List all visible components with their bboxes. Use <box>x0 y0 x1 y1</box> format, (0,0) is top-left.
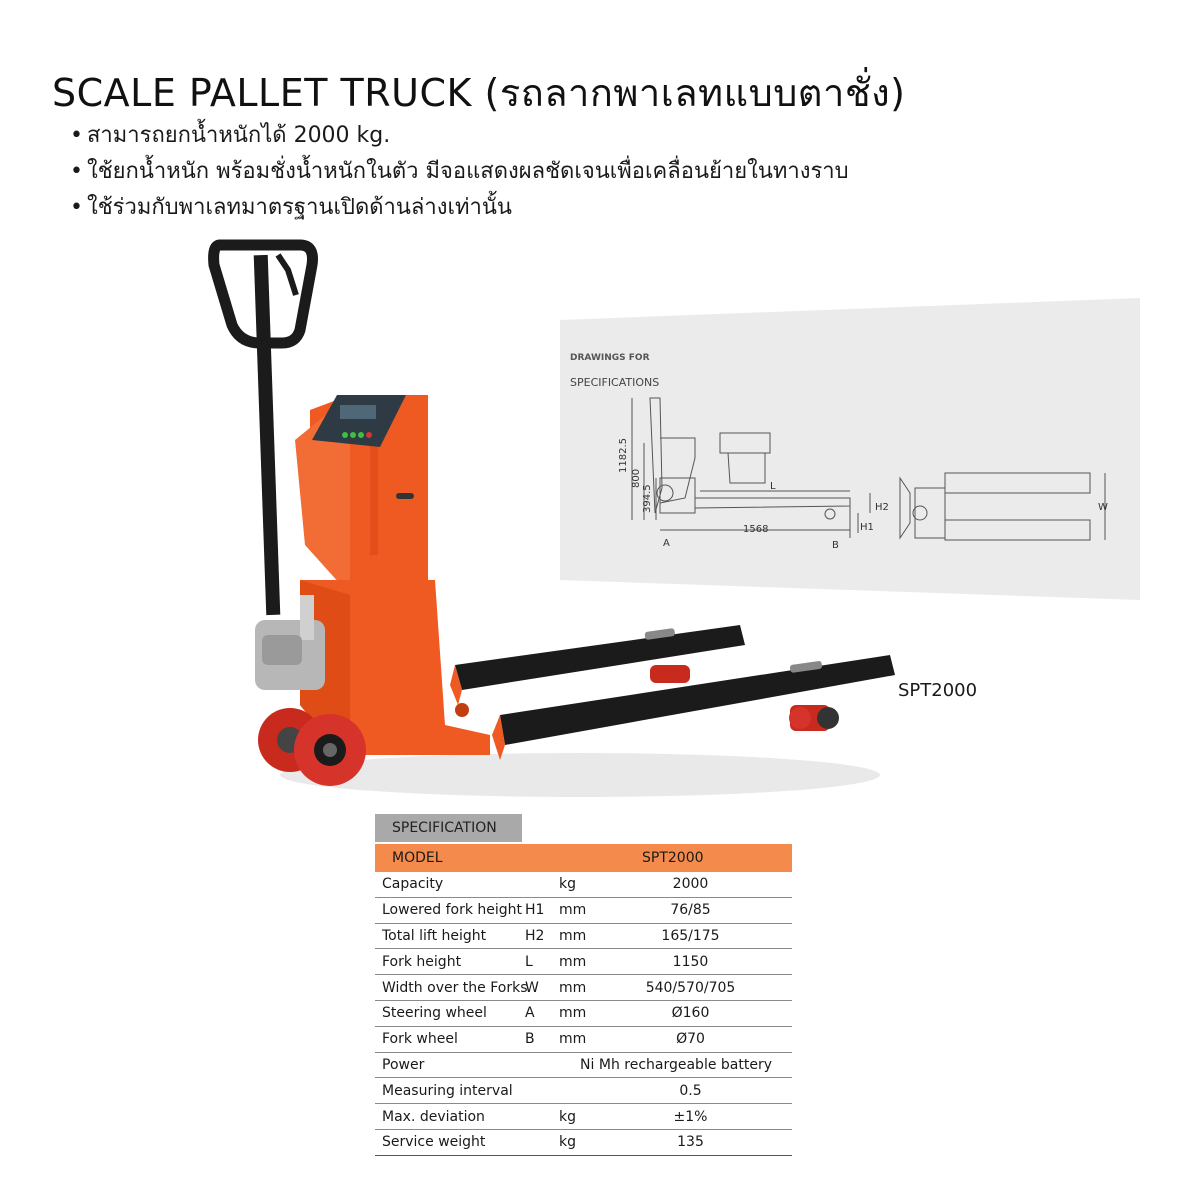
dim-height-total: 1182.5 <box>618 438 629 473</box>
spec-row-code: L <box>525 953 533 970</box>
spec-row-code: H2 <box>525 927 545 944</box>
spec-row-unit: mm <box>559 979 587 996</box>
dim-B: B <box>832 540 839 551</box>
spec-header-row <box>375 842 792 872</box>
spec-row <box>375 949 792 975</box>
dim-W: W <box>1098 502 1108 513</box>
spec-row-label: Service weight <box>382 1134 486 1151</box>
spec-drawing <box>560 298 1140 600</box>
spec-row-label: Width over the Forks <box>382 979 528 996</box>
drawing-heading-small: DRAWINGS FOR <box>570 353 650 363</box>
bullet-icon: • <box>70 159 83 184</box>
spec-row-code: H1 <box>525 902 545 919</box>
dim-length: 1568 <box>743 524 769 535</box>
spec-row <box>375 975 792 1001</box>
spec-row <box>375 1027 792 1053</box>
spec-header-value: SPT2000 <box>642 850 704 866</box>
spec-row-label: Fork height <box>382 953 462 970</box>
spec-header-label: MODEL <box>392 850 443 866</box>
bullet-icon: • <box>70 195 83 220</box>
spec-row-value: 1150 <box>672 953 709 970</box>
spec-row-unit: kg <box>559 876 576 893</box>
feature-text: ใช้ยกน้ำหนัก พร้อมชั่งน้ำหนักในตัว มีจอแสดงผลชัดเจนเพื่อเคลื่อนย้ายในทางราบ <box>86 159 849 184</box>
spec-row-code: B <box>525 1031 535 1048</box>
spec-row <box>375 1053 792 1079</box>
spec-row-unit: mm <box>559 1031 587 1048</box>
spec-row <box>375 872 792 898</box>
spec-row-label: Steering wheel <box>382 1005 487 1022</box>
spec-tab: SPECIFICATION <box>375 814 522 842</box>
spec-row-label: Lowered fork height <box>382 902 523 919</box>
spec-row-label: Max. deviation <box>382 1108 485 1125</box>
spec-row <box>375 898 792 924</box>
spec-row-value: 2000 <box>672 876 709 893</box>
dimension-diagram <box>560 298 1140 600</box>
drawing-heading: SPECIFICATIONS <box>570 376 660 389</box>
feature-item <box>70 190 849 226</box>
dim-A: A <box>663 538 670 549</box>
spec-row-label: Capacity <box>382 876 444 893</box>
feature-item <box>70 118 849 154</box>
spec-row-value: 0.5 <box>679 1082 702 1099</box>
spec-rows <box>375 872 792 1156</box>
spec-row-value: 76/85 <box>670 902 711 919</box>
spec-row-label: Power <box>382 1056 425 1073</box>
spec-row-unit: mm <box>559 927 587 944</box>
spec-table <box>375 814 792 1156</box>
spec-row-value: 165/175 <box>661 927 720 944</box>
spec-row-label: Fork wheel <box>382 1031 458 1048</box>
spec-row-unit: kg <box>559 1108 576 1125</box>
spec-row-value: ±1% <box>673 1108 708 1125</box>
spec-row-code: A <box>525 1005 535 1022</box>
spec-row-value: Ø160 <box>671 1005 710 1022</box>
spec-row <box>375 924 792 950</box>
spec-row-code: W <box>525 979 539 996</box>
spec-row-unit: mm <box>559 1005 587 1022</box>
dim-H2: H2 <box>875 502 889 513</box>
spec-row <box>375 1001 792 1027</box>
spec-row-unit: kg <box>559 1134 576 1151</box>
dim-H1: H1 <box>860 522 874 533</box>
feature-text: ใช้ร่วมกับพาเลทมาตรฐานเปิดด้านล่างเท่านั้น <box>86 195 512 220</box>
feature-item <box>70 154 849 190</box>
spec-row-value: 540/570/705 <box>645 979 736 996</box>
spec-row <box>375 1130 792 1156</box>
feature-list <box>70 118 849 226</box>
spec-row-label: Total lift height <box>382 927 487 944</box>
spec-row-unit: mm <box>559 953 587 970</box>
spec-row-value: Ni Mh rechargeable battery <box>580 1056 772 1073</box>
dim-height-handle: 800 <box>631 468 642 488</box>
spec-row-value: Ø70 <box>676 1031 705 1048</box>
spec-row <box>375 1104 792 1130</box>
spec-row-unit: mm <box>559 902 587 919</box>
model-label: SPT2000 <box>898 680 978 701</box>
dim-L: L <box>770 481 776 492</box>
dim-height-lower: 394.5 <box>642 484 653 513</box>
spec-row-label: Measuring interval <box>382 1082 513 1099</box>
bullet-icon: • <box>70 123 83 148</box>
spec-row-value: 135 <box>677 1134 704 1151</box>
feature-text: สามารถยกน้ำหนักได้ 2000 kg. <box>86 123 391 148</box>
page-title: SCALE PALLET TRUCK (รถลากพาเลทแบบตาชั่ง) <box>52 71 906 115</box>
spec-row <box>375 1078 792 1104</box>
